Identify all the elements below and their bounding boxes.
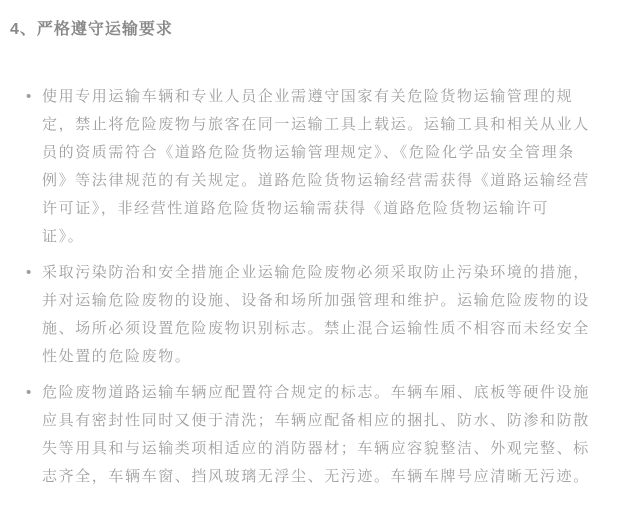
list-item-text: 使用专用运输车辆和专业人员企业需遵守国家有关危险货物运输管理的规定，禁止将危险废物与旅客在同一运输工具上载运。运输工具和相关从业人员的资质需符合《道路危险货物运输管理规定》、《危险化学品安全管理条例》等法律规范的有关规定。道路危险货物运输经营需获得《道路运输经营许可证》，非经营性道路危险货物运输需获得《道路危险货物运输许可证》。 bbox=[42, 88, 590, 245]
list-item bbox=[26, 83, 591, 251]
list-item bbox=[26, 379, 591, 491]
bullet-icon: • bbox=[26, 88, 33, 105]
requirements-list bbox=[26, 83, 591, 491]
list-item bbox=[26, 259, 591, 371]
section-heading: 4、严格遵守运输要求 bbox=[10, 21, 173, 38]
bullet-icon: • bbox=[26, 264, 33, 281]
list-item-text: 采取污染防治和安全措施企业运输危险废物必须采取防止污染环境的措施，并对运输危险废物的设施、设备和场所加强管理和维护。运输危险废物的设施、场所必须设置危险废物识别标志。禁止混合运输性质不相容而未经安全性处置的危险废物。 bbox=[42, 264, 590, 365]
list-item-text: 危险废物道路运输车辆应配置符合规定的标志。车辆车厢、底板等硬件设施应具有密封性同时又便于清洗；车辆应配备相应的捆扎、防水、防渗和防散失等用具和与运输类项相适应的消防器材；车辆应容貌整洁、外观完整、标志齐全，车辆车窗、挡风玻璃无浮尘、无污迹。车辆车牌号应清晰无污迹。 bbox=[42, 384, 590, 485]
bullet-icon: • bbox=[26, 384, 33, 401]
